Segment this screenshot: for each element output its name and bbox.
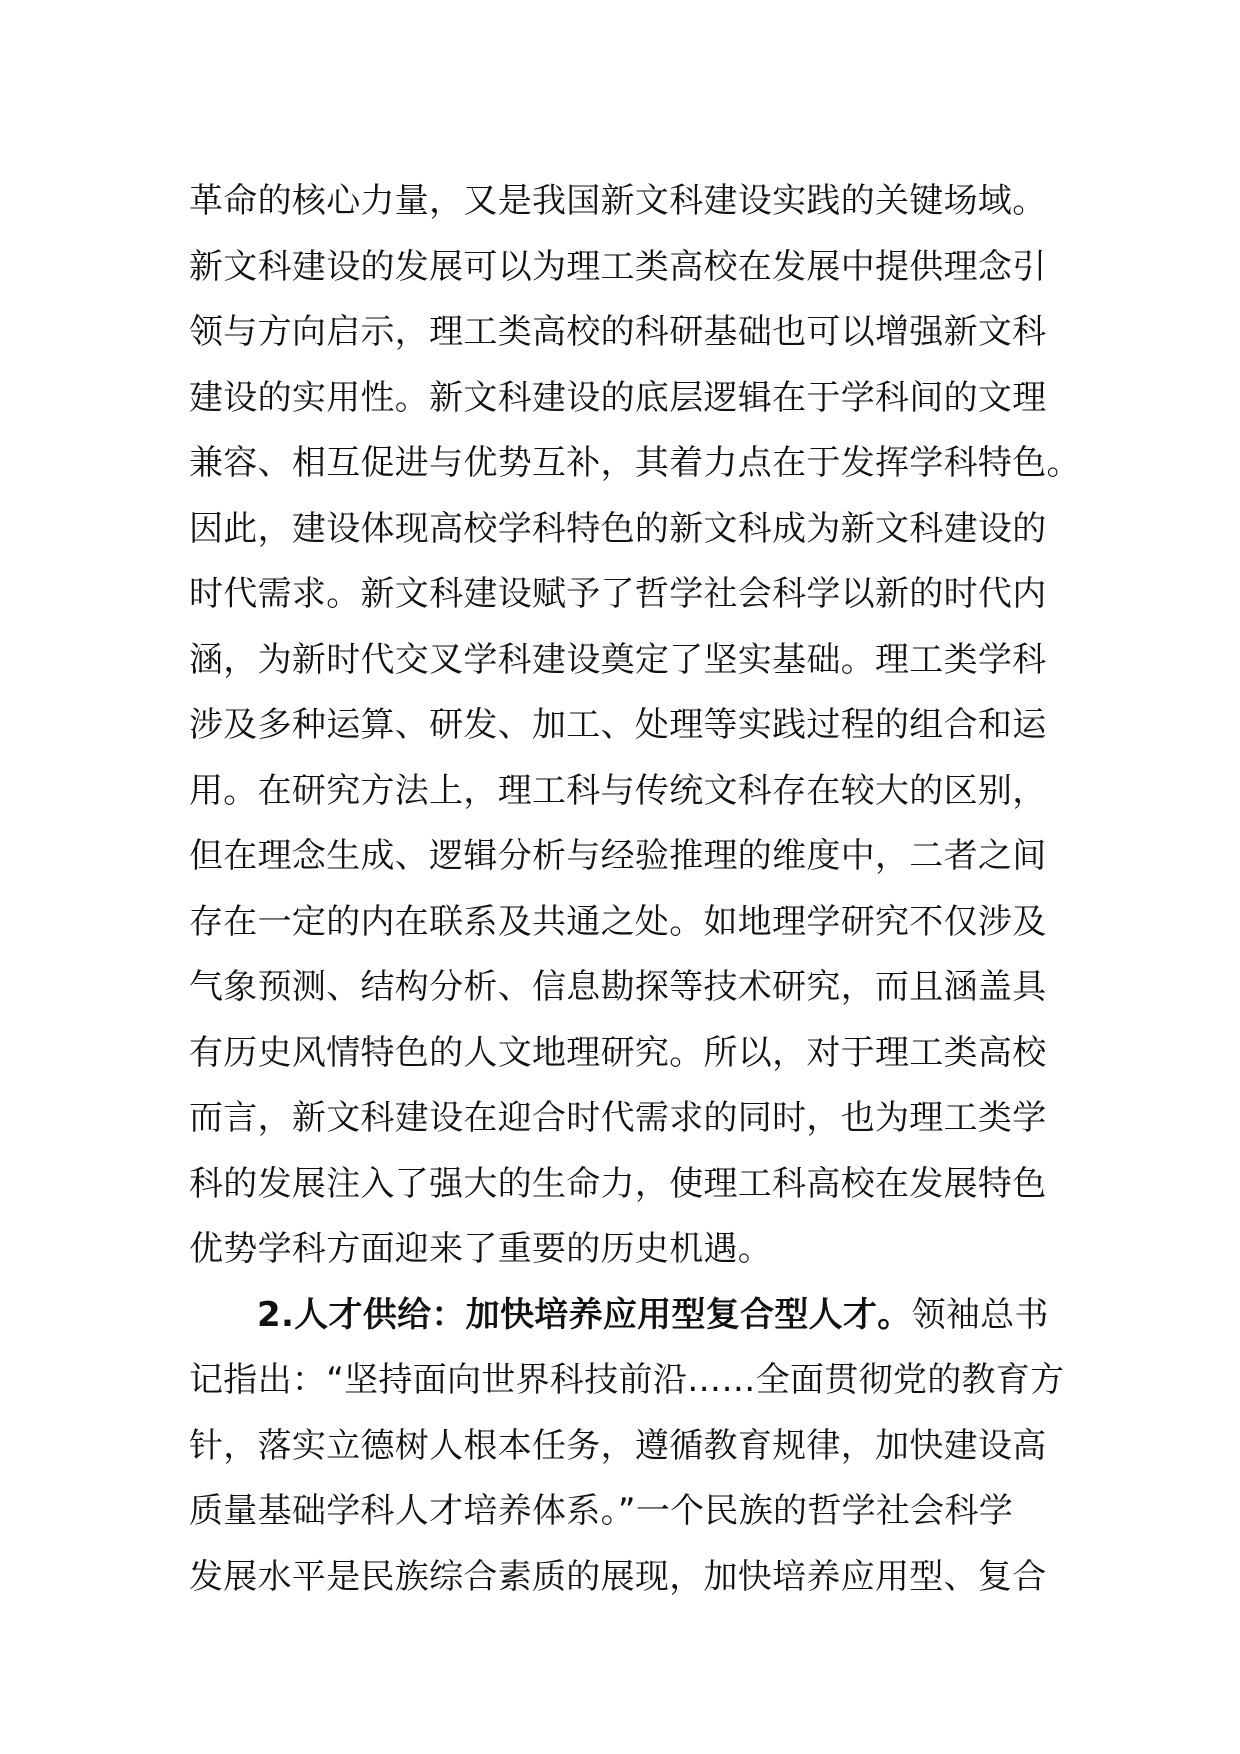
text-line: 用。在研究方法上，理工科与传统文科存在较大的区别， xyxy=(189,770,1047,811)
body-text xyxy=(189,169,1081,1610)
text-line: 科的发展注入了强大的生命力，使理工科高校在发展特色 xyxy=(189,1163,1047,1204)
text-line: 有历史风情特色的人文地理研究。所以，对于理工类高校 xyxy=(189,1032,1047,1073)
text-line: 优势学科方面迎来了重要的历史机遇。 xyxy=(189,1229,773,1269)
text-line: 涉及多种运算、研发、加工、处理等实践过程的组合和运 xyxy=(189,705,1047,745)
section-heading: 2.人才供给：加快培养应用型复合型人才。 xyxy=(257,1294,912,1335)
text-line: 针，落实立德树人根本任务，遵循教育规律，加快建设高 xyxy=(189,1425,1047,1466)
text-line: 革命的核心力量，又是我国新文科建设实践的关键场域。 xyxy=(189,181,1047,221)
text-line: 但在理念生成、逻辑分析与经验推理的维度中，二者之间 xyxy=(189,836,1047,876)
text-line: 存在一定的内在联系及共通之处。如地理学研究不仅涉及 xyxy=(189,901,1047,942)
text-line: 气象预测、结构分析、信息勘探等技术研究，而且涵盖具 xyxy=(189,967,1047,1007)
heading-trailing-text: 领袖总书 xyxy=(911,1294,1049,1335)
text-line: 记指出：“坚持面向世界科技前沿……全面贯彻党的教育方 xyxy=(189,1360,1065,1400)
text-line: 建设的实用性。新文科建设的底层逻辑在于学科间的文理 xyxy=(189,377,1047,418)
text-line: 兼容、相互促进与优势互补，其着力点在于发挥学科特色。 xyxy=(189,443,1081,483)
text-line: 而言，新文科建设在迎合时代需求的同时，也为理工类学 xyxy=(189,1098,1047,1138)
text-line: 涵，为新时代交叉学科建设奠定了坚实基础。理工类学科 xyxy=(189,639,1047,680)
text-line: 质量基础学科人才培养体系。”一个民族的哲学社会科学 xyxy=(189,1491,1014,1531)
text-line: 领与方向启示，理工类高校的科研基础也可以增强新文科 xyxy=(189,312,1047,352)
text-line: 时代需求。新文科建设赋予了哲学社会科学以新的时代内 xyxy=(189,574,1047,614)
section-heading-line xyxy=(189,1283,1069,1349)
text-line: 发展水平是民族综合素质的展现，加快培养应用型、复合 xyxy=(189,1556,1047,1597)
text-line: 因此，建设体现高校学科特色的新文科成为新文科建设的 xyxy=(189,508,1047,549)
text-line: 新文科建设的发展可以为理工类高校在发展中提供理念引 xyxy=(189,246,1047,287)
